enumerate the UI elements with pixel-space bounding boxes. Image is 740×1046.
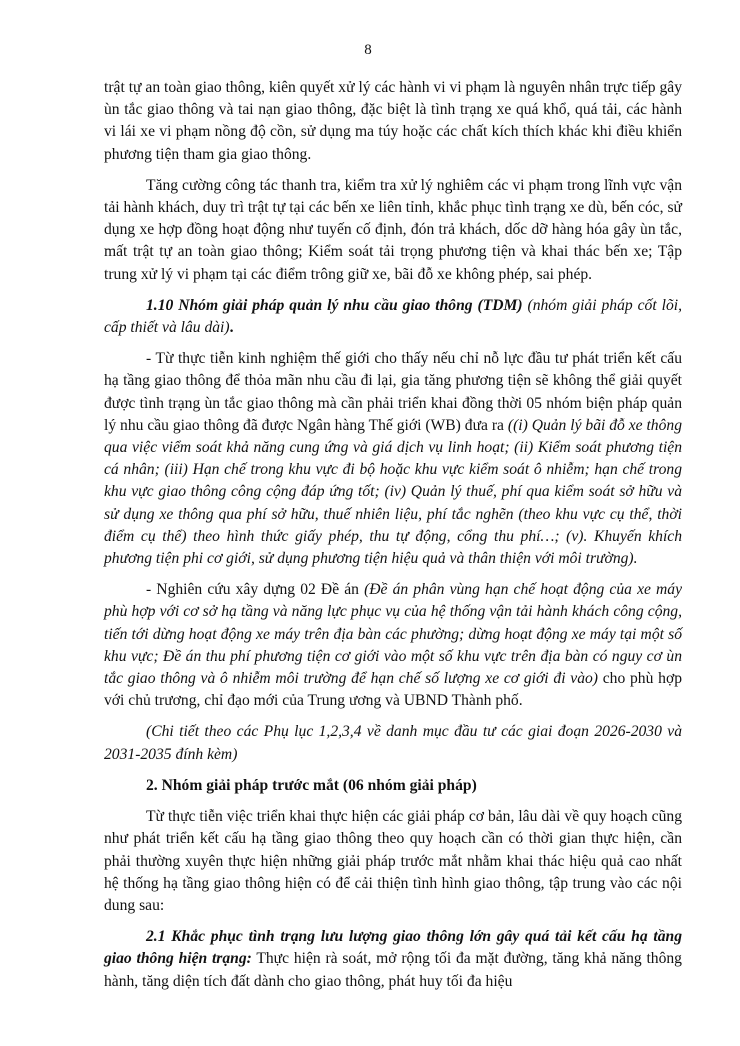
document-body [104, 77, 682, 993]
paragraph [104, 721, 682, 765]
text-run: trật tự an toàn giao thông, kiên quyết xử lý các hành vi vi phạm là nguyên nhân trực tiếp gây ùn tắc giao thông và tai nạn giao thông, đặc biệt là tình trạng xe quá khổ, quá tải, các hành vi lái xe vi phạm nồng độ cồn, sử dụng ma túy hoặc các chất kích thích khác khi điều khiển phương tiện tham gia giao thông. [104, 79, 682, 163]
text-run: (Chi tiết theo các Phụ lục 1,2,3,4 về danh mục đầu tư các giai đoạn 2026-2030 và 2031-2035 đính kèm) [104, 723, 682, 763]
text-run: (Đề án phân vùng hạn chế hoạt động của xe máy phù hợp với cơ sở hạ tầng và năng lực phục vụ của hệ thống vận tải hành khách công cộng, tiến tới dừng hoạt động xe máy trên địa bàn các phường; dừng hoạt động xe máy tại một số khu vực; Đề án thu phí phương tiện cơ giới vào một số khu vực trên địa bàn có nguy cơ ùn tắc giao thông và ô nhiễm môi trường để hạn chế số lượng xe cơ giới đi vào) [104, 581, 683, 688]
paragraph [104, 579, 682, 712]
paragraph [104, 775, 682, 797]
text-run: cho phù hợp với chủ trương, chỉ đạo mới của Trung ương và UBND Thành phố. [104, 670, 682, 710]
paragraph [104, 806, 682, 917]
text-run: 1.10 Nhóm giải pháp quản lý nhu cầu giao thông (TDM) [146, 296, 523, 314]
text-run: 2.1 Khắc phục tình trạng lưu lượng giao thông lớn gây quá tải kết cấu hạ tầng giao thông hiện trạng: [104, 928, 682, 968]
text-run: 2. Nhóm giải pháp trước mắt (06 nhóm giải pháp) [146, 776, 477, 794]
text-run: . [229, 319, 234, 337]
text-run: - Từ thực tiễn kinh nghiệm thế giới cho thấy nếu chỉ nỗ lực đầu tư phát triển kết cấu hạ tầng giao thông để thỏa mãn nhu cầu đi lại, gia tăng phương tiện sẽ không thể giải quyết được tình trạng ùn tắc giao thông mà cần phải triển khai đồng thời 05 nhóm biện pháp quản lý nhu cầu giao thông đã được Ngân hàng Thế giới (WB) đưa ra [104, 350, 682, 434]
text-run: Từ thực tiễn việc triển khai thực hiện các giải pháp cơ bản, lâu dài về quy hoạch cũng như phát triển kết cấu hạ tầng giao thông theo quy hoạch cần có thời gian thực hiện, cần phải thường xuyên thực hiện những giải pháp trước mắt nhằm khai thác hiệu quả cao nhất hệ thống hạ tầng giao thông hiện có để cải thiện tình hình giao thông, tập trung vào các nội dung sau: [104, 808, 682, 914]
paragraph [104, 348, 682, 570]
paragraph [104, 77, 682, 166]
text-run: ((i) Quản lý bãi đỗ xe thông qua việc viểm soát khả năng cung ứng và giá dịch vụ linh hoạt; (ii) Kiểm soát phương tiện cá nhân; (iii) Hạn chế trong khu vực đi bộ hoặc khu vực kiểm soát ô nhiễm; hạn chế trong khu vực giao thông công cộng đáp ứng tốt; (iv) Quản lý thuế, phí qua kiểm soát sở hữu và sử dụng xe thông qua phí sở hữu, thuế nhiên liệu, phí tắc nghẽn (theo khu vực cụ thể, thời điểm cụ thể) theo hình thức giấy phép, thu tự động, cổng thu phí…; (v). Khuyến khích phương tiện phi cơ giới, sử dụng phương tiện hiệu quả và thân thiện với môi trường). [104, 416, 682, 568]
text-run: (nhóm giải pháp cốt lõi, cấp thiết và lâu dài) [104, 296, 682, 337]
text-run: Tăng cường công tác thanh tra, kiểm tra xử lý nghiêm các vi phạm trong lĩnh vực vận tải hành khách, duy trì trật tự tại các bến xe liên tỉnh, khắc phục tình trạng xe dù, bến cóc, sử dụng xe hợp đồng hoạt động như tuyến cố định, đón trả khách, dốc dỡ hàng hóa gây ùn tắc, mất trật tự an toàn giao thông; Kiểm soát tải trọng phương tiện và khai thác bến xe; Tập trung xử lý vi phạm tại các điểm trông giữ xe, bãi đỗ xe không phép, sai phép. [104, 176, 682, 283]
paragraph [104, 926, 682, 993]
page-number: 8 [364, 42, 372, 58]
text-run: Thực hiện rà soát, mở rộng tối đa mặt đường, tăng khả năng thông hành, tăng diện tích đất dành cho giao thông, phát huy tối đa hiệu [104, 950, 682, 990]
text-run: - Nghiên cứu xây dựng 02 Đề án [146, 581, 365, 599]
paragraph [104, 295, 682, 339]
paragraph [104, 175, 682, 286]
